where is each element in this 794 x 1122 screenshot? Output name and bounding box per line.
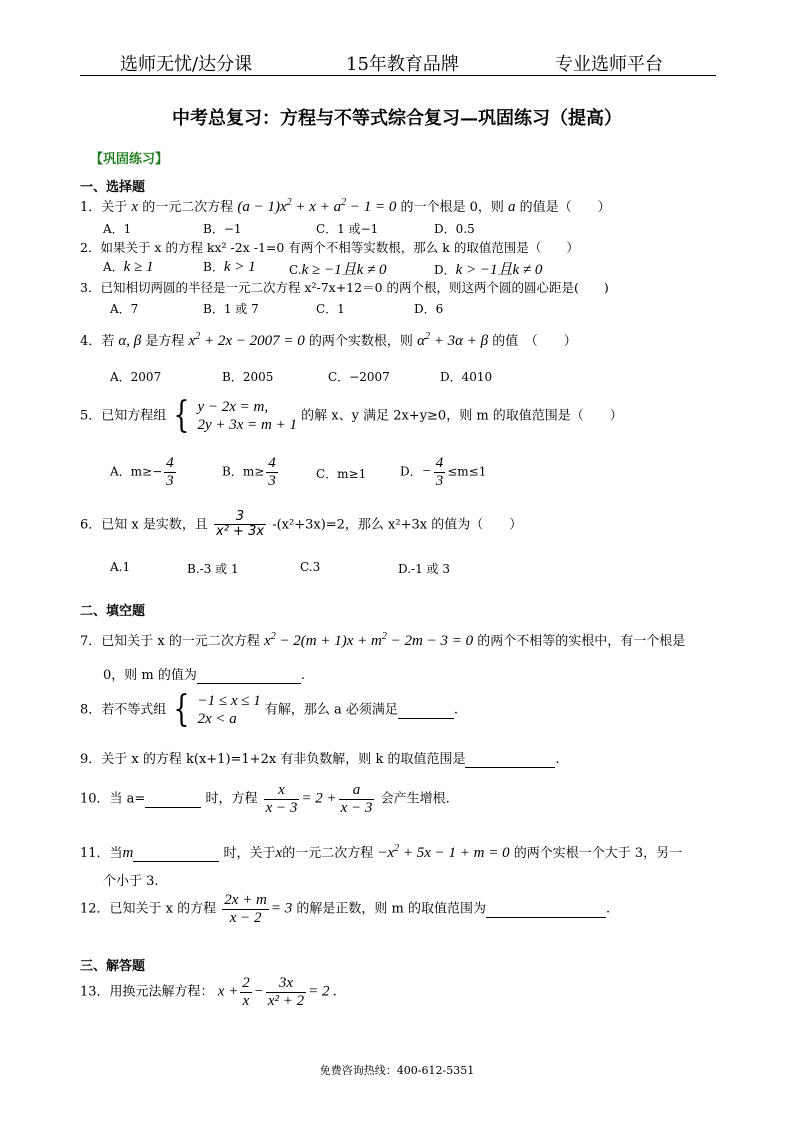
- q5-option-d-label: D．: [400, 464, 422, 479]
- q11-answer-blank[interactable]: [133, 846, 219, 862]
- q5-option-a-frac: $\frac{4}{3}$: [166, 455, 174, 489]
- q8-brace: {: [173, 689, 190, 730]
- q6-option-a: A.1: [110, 560, 131, 574]
- q12-end: .: [606, 901, 611, 917]
- footer-hotline: 免费咨询热线：400-612-5351: [319, 1064, 475, 1077]
- question-4: [80, 330, 577, 350]
- q12-equals: = 3: [270, 900, 293, 917]
- q5-option-d-frac: $\frac{4}{3}$: [435, 455, 444, 489]
- question-2: 2．如果关于 x 的方程 kx² -2x -1=0 有两个不相等实数根，那么 k 的取值范围是（ ）: [80, 240, 579, 255]
- q4-text-a: 4．若: [80, 334, 115, 349]
- q6-text-b: -(x²+3x)=2，那么 x²+3x 的值为（ ）: [272, 517, 523, 533]
- q3-option-b: B．1 或 7: [203, 302, 259, 316]
- q1-option-c: C．1 或−1: [316, 222, 379, 236]
- q5-text-b: 的解 x、y 满足 2x+y≥0，则 m 的取值范围是（ ）: [301, 408, 623, 424]
- q2-option-c-label: C.: [289, 263, 302, 277]
- q5-option-d-tail: ≤m≤1: [447, 464, 487, 479]
- q5-option-c: C．m≥1: [316, 467, 367, 481]
- q5-text-a: 5．已知方程组: [80, 408, 167, 424]
- q10-answer-blank[interactable]: [145, 792, 201, 808]
- q13-fraction-1: $\frac{2}{x}$: [242, 975, 250, 1009]
- q5-option-a: [110, 455, 178, 489]
- q2-option-d-math: k > −1且k ≠ 0: [455, 262, 543, 278]
- q1-option-a: A．1: [103, 222, 132, 236]
- q5-option-d-minus: −: [421, 463, 432, 480]
- q11-text-a: 11．当: [80, 846, 123, 861]
- q2-option-a: [103, 258, 154, 276]
- q11-text-c: 的一元二次方程: [282, 846, 374, 861]
- q11-equation: $-x^2 + 5x - 1 + m = 0$: [377, 843, 510, 861]
- question-5: [80, 395, 623, 436]
- q4-option-d: D．4010: [440, 370, 493, 384]
- q5-option-b: [222, 455, 280, 489]
- header-rule: [80, 75, 716, 76]
- q1-var-x: x: [131, 199, 139, 215]
- question-12: [80, 892, 610, 926]
- q12-text-b: 的解是正数，则 m 的取值范围为: [296, 901, 487, 917]
- q8-answer-blank[interactable]: [398, 703, 454, 719]
- question-6: [80, 510, 522, 540]
- q8-end: .: [453, 702, 459, 718]
- question-7-line2: [103, 664, 305, 684]
- q7-answer-blank[interactable]: [197, 668, 301, 684]
- q12-text-a: 12．已知关于 x 的方程: [80, 901, 217, 917]
- q2-option-c: [289, 258, 386, 279]
- q2-option-b-label: B．: [203, 260, 224, 274]
- q13-minus: −: [253, 983, 264, 1000]
- q2-option-a-label: A．: [103, 260, 124, 274]
- q10-text-c: 会产生增根.: [380, 791, 450, 807]
- q6-option-d: D.-1 或 3: [398, 562, 450, 576]
- q9-answer-blank[interactable]: [465, 752, 555, 768]
- q5-option-b-frac: $\frac{4}{3}$: [268, 455, 276, 489]
- q10-text-b: 时，方程: [205, 791, 258, 807]
- q9-end: .: [555, 752, 560, 767]
- q1-equation: $(a - 1)x^2 + x + a^2 - 1 = 0$: [237, 197, 397, 215]
- q4-text-b: 是方程: [145, 334, 185, 349]
- q1-text-b: 的一元二次方程: [142, 200, 234, 215]
- q4-option-c: C．−2007: [328, 370, 390, 384]
- header-right: 专业选师平台: [555, 54, 663, 75]
- q6-text-a: 6．已知 x 是实数，且: [80, 517, 208, 533]
- q8-system: −1 ≤ x ≤ 1 2x < a: [197, 693, 261, 727]
- q7-text-a: 7．已知关于 x 的一元二次方程: [80, 634, 260, 649]
- q7-text-c: 0，则 m 的值为: [103, 668, 197, 683]
- section-heading-solve: 三、解答题: [80, 959, 146, 974]
- question-9: [80, 748, 560, 768]
- q5-brace: {: [173, 395, 190, 436]
- question-11: [80, 842, 682, 862]
- question-13: [80, 975, 337, 1009]
- q11-text-d: 的两个实根一个大于 3，另一: [513, 846, 683, 861]
- q12-answer-blank[interactable]: [486, 902, 606, 918]
- q13-text-a: 13．用换元法解方程：: [80, 984, 214, 1000]
- q11-var-x: x: [275, 845, 283, 861]
- q10-text-a: 10．当 a=: [80, 791, 146, 807]
- q8-text-a: 8．若不等式组: [80, 702, 167, 718]
- q6-fraction: $\frac{3}{\text{x² + 3x}}$: [216, 509, 265, 540]
- q2-option-b: [203, 258, 256, 276]
- page-title: 中考总复习：方程与不等式综合复习—巩固练习（提高）: [172, 108, 622, 129]
- q2-option-a-math: k ≥ 1: [123, 259, 154, 275]
- q2-option-d: [434, 258, 542, 279]
- q10-equals: = 2 +: [301, 790, 337, 807]
- q5-option-b-label: B．m≥: [222, 464, 265, 479]
- q7-text-b: 的两个不相等的实根中，有一个根是: [477, 634, 686, 649]
- q1-var-a: a: [508, 199, 516, 215]
- q4-text-c: 的两个实数根，则: [308, 334, 413, 349]
- section-heading-choice: 一、选择题: [80, 180, 146, 195]
- q3-option-a: A．7: [110, 302, 139, 316]
- q4-equation: $x^2 + 2x - 2007 = 0$: [188, 331, 305, 349]
- q7-end: .: [300, 668, 306, 683]
- q6-option-b: B.-3 或 1: [187, 562, 239, 576]
- section-heading-fill: 二、填空题: [80, 604, 146, 619]
- q13-x: x +: [217, 983, 239, 1000]
- q12-fraction: $\frac{2x + m}{x - 2}$: [224, 892, 267, 926]
- q1-option-d: D．0.5: [434, 222, 475, 236]
- q11-text-b: 时，关于: [223, 846, 276, 861]
- q5-option-d: [400, 455, 486, 489]
- q8-text-b: 有解，那么 a 必须满足: [264, 702, 398, 718]
- section-tag: 【巩固练习】: [90, 152, 169, 167]
- q6-option-c: C.3: [300, 560, 321, 574]
- q13-equals: = 2 .: [308, 983, 337, 1000]
- q9-text: 9．关于 x 的方程 k(x+1)=1+2x 有非负数解，则 k 的取值范围是: [80, 752, 466, 767]
- q1-text-d: 的值是（ ）: [519, 200, 611, 215]
- q10-fraction-left: $\frac{x}{x - 3}$: [265, 782, 298, 816]
- q3-option-d: D．6: [414, 302, 444, 316]
- q5-system: y − 2x = m, 2y + 3x = m + 1: [197, 399, 297, 433]
- q11-var-m: m: [122, 845, 134, 861]
- q4-roots: α, β: [118, 333, 142, 349]
- q7-equation: $x^2 - 2(m + 1)x + m^2 - 2m - 3 = 0$: [264, 631, 474, 649]
- q4-expression: $\alpha^2 + 3\alpha + \beta$: [417, 331, 489, 349]
- question-3: 3．已知相切两圆的半径是一元二次方程 x²-7x+12＝0 的两个根，则这两个圆的圆心距是( ): [80, 280, 609, 295]
- q5-option-a-label: A．m≥−: [110, 464, 163, 479]
- q13-fraction-2: $\frac{3x}{\text{x² + 2}}$: [267, 975, 305, 1009]
- q2-option-c-math: k ≥ −1且k ≠ 0: [301, 262, 387, 278]
- header-center: 15年教育品牌: [346, 54, 459, 75]
- q4-text-d: 的值 （ ）: [492, 334, 577, 349]
- q1-text-a: 1．关于: [80, 200, 128, 215]
- q2-option-b-math: k > 1: [223, 259, 256, 275]
- q10-fraction-right: $\frac{a}{x - 3}$: [340, 782, 373, 816]
- question-11-line2: 个小于 3.: [103, 874, 159, 889]
- q4-option-a: A．2007: [110, 370, 162, 384]
- q4-option-b: B．2005: [222, 370, 274, 384]
- question-8: [80, 689, 459, 730]
- header-left: 选师无忧/达分课: [120, 54, 253, 75]
- question-7: [80, 630, 685, 650]
- question-10: [80, 782, 450, 816]
- q3-option-c: C．1: [316, 302, 345, 316]
- q1-option-b: B．−1: [203, 222, 242, 236]
- q1-text-c: 的一个根是 0，则: [400, 200, 504, 215]
- q2-option-d-label: D．: [434, 263, 456, 277]
- question-1: [80, 196, 611, 216]
